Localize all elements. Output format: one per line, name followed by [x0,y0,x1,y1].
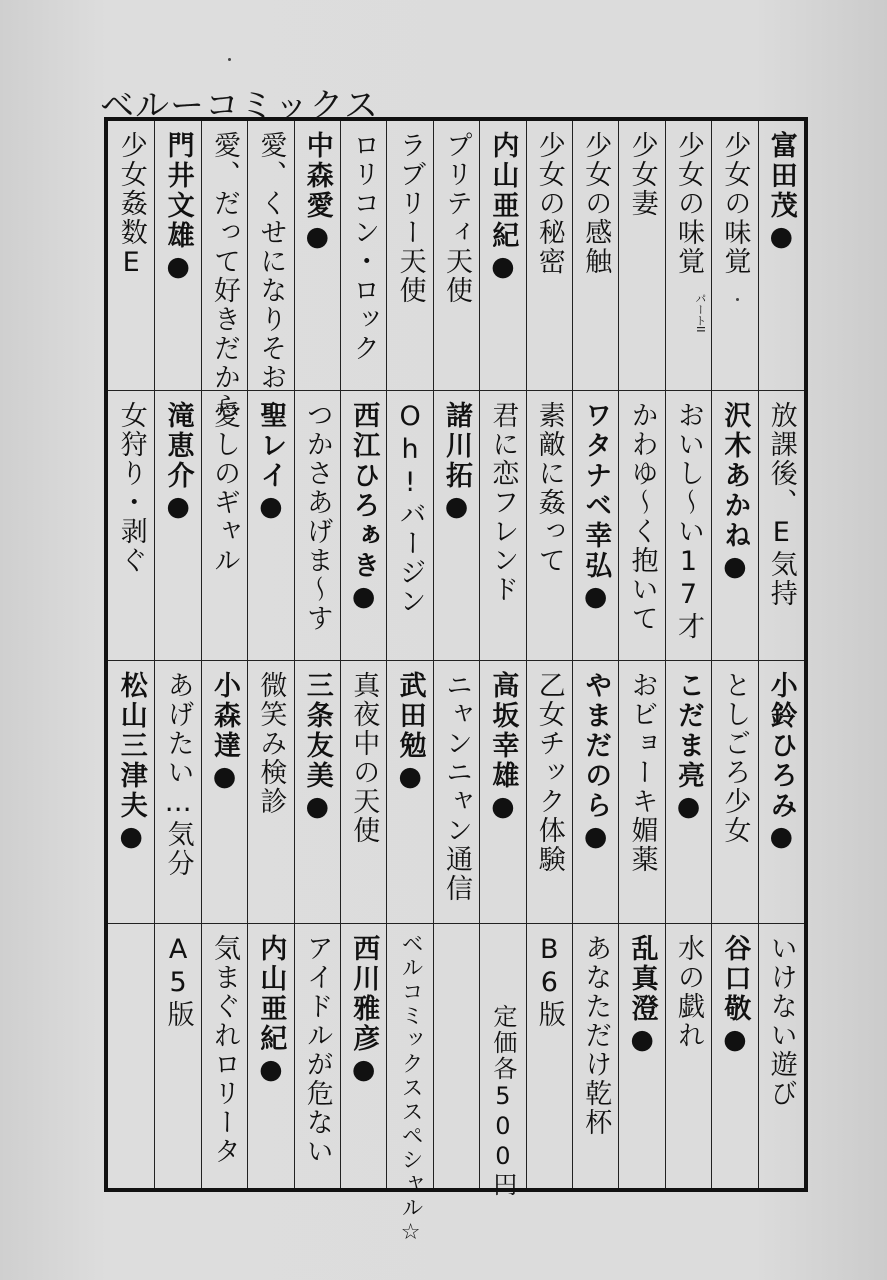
author-name: ●やまだのら [580,671,612,855]
table-cell [758,924,804,1188]
table-cell [154,924,200,1188]
title-entry: 放課後、E気持 [765,401,797,608]
table-cell [526,661,572,924]
author-name: ●内山亜紀 [487,131,519,285]
table-cell [758,661,804,924]
title-entry: プリティ天使 [441,131,472,305]
table-cell [108,121,154,391]
title-entry: あなただけ乾杯 [580,934,612,1137]
author-name: ●武田勉 [394,671,426,795]
table-cell [665,661,711,924]
table-cell [294,661,340,924]
table-cell [247,924,293,1188]
table-cell [711,121,757,391]
table-cell [247,661,293,924]
title-entry: A5版 [162,934,194,1029]
table-cell [665,924,711,1188]
table-cell [758,391,804,661]
title-entry: 定価各500円 [488,1004,517,1198]
table-cell [201,391,247,661]
author-name: ●西川雅彦 [348,934,380,1088]
table-cell [154,121,200,391]
table-cell [526,391,572,661]
title-entry: 気まぐれロリータ [209,934,240,1166]
title-entry: ロリコン・ロック [348,131,380,363]
table-cell [572,924,618,1188]
table-cell [433,661,479,924]
paper-speck [228,58,231,61]
table-cell [340,924,386,1188]
table-cell [665,391,711,661]
author-name: ●内山亜紀 [255,934,287,1088]
title-entry: つかさあげま〜す [301,401,333,633]
author-name: ●沢木あかね [719,401,751,585]
title-entry: おいし〜い17才 [673,401,704,641]
table-cell [340,391,386,661]
title-entry: いけない遊び [765,934,797,1108]
table-cell [386,121,432,391]
table-cell [479,924,525,1198]
table-cell [572,661,618,924]
table-cell [526,924,572,1188]
title-entry: 素敵に姦って [533,401,565,575]
table-cell [386,661,432,924]
table-cell [618,121,664,391]
table-cell [154,391,200,661]
title-entry: Oh!バージン [394,401,426,616]
title-entry: 微笑み検診 [255,671,287,816]
table-cell [433,391,479,661]
title-entry: 真夜中の天使 [348,671,380,845]
table-cell [479,121,525,391]
title-entry: B6版 [533,934,565,1029]
table-cell [294,391,340,661]
title-entry: ラブリー天使 [394,131,426,305]
title-entry: ニャンニャン通信 [441,671,472,903]
paper-speck [736,298,739,301]
title-entry: アイドルが危ない [301,934,333,1166]
table-cell [479,661,525,924]
table-cell [108,924,154,1188]
table-cell [294,121,340,391]
table-cell [247,121,293,391]
author-name: ●三条友美 [301,671,333,825]
title-entry: おビョーキ媚薬 [626,671,658,874]
author-name: ●富田茂 [765,131,797,255]
table-cell [433,121,479,391]
table-cell [711,661,757,924]
table-cell [618,924,664,1188]
author-name: ●ワタナベ幸弘 [580,401,612,615]
table-cell [340,661,386,924]
table-cell [665,121,711,391]
title-entry: 少女の感触 [580,131,612,276]
title-entry: 愛、だって好きだから [209,131,240,421]
author-name: ●小森達 [209,671,240,795]
table-cell [201,924,247,1188]
table-cell [711,924,757,1188]
author-name: ●中森愛 [301,131,333,255]
table-cell [433,924,479,1188]
table-cell [108,391,154,661]
table-cell [154,661,200,924]
catalog-table [104,117,808,1247]
table-cell [386,391,432,661]
table-cell [386,924,432,1247]
table-cell [618,661,664,924]
table-cell [711,391,757,661]
author-name: ●諸川拓 [441,401,472,525]
title-entry: 愛、くせになりそお [255,131,287,392]
table-cell [294,924,340,1188]
author-name: ●滝恵介 [162,401,194,525]
table-cell [479,391,525,661]
title-entry: 君に恋フレンド [487,401,519,604]
title-entry: 乙女チック体験 [533,671,565,874]
table-cell [201,661,247,924]
author-name: ●西江ひろぁき [348,401,380,615]
title-entry: 女狩り・剥ぐ [115,401,147,575]
author-name: ●門井文雄 [162,131,194,285]
table-cell [526,121,572,391]
title-entry: 少女の味覚 [719,131,751,276]
table-cell [247,391,293,661]
title-entry: 少女の味覚 [673,131,704,276]
part-note: パートII [693,293,707,333]
title-entry: 少女妻 [626,131,658,218]
author-name: ●高坂幸雄 [487,671,519,825]
table-cell [572,121,618,391]
title-entry: あげたい…気分 [162,671,194,878]
table-cell [758,121,804,391]
series-title: ベルーコミックス [100,86,379,126]
author-name: ●谷口敬 [719,934,751,1058]
author-name: ●聖レイ [255,401,287,525]
author-name: ●こだま亮 [673,671,704,825]
title-entry: ☆ベルコミックススペシャル [398,932,424,1247]
title-entry: としごろ少女 [719,671,751,845]
table-cell [108,661,154,924]
author-name: ●松山三津夫 [115,671,147,855]
title-entry: かわゆ〜く抱いて [626,401,658,633]
author-name: ●小鈴ひろみ [765,671,797,855]
title-entry: 少女の秘密 [533,131,565,276]
table-cell [340,121,386,391]
table-cell [201,121,247,421]
title-entry: 水の戯れ [673,934,704,1050]
table-cell [618,391,664,661]
author-name: ●乱真澄 [626,934,658,1058]
table-cell [572,391,618,661]
title-entry: 少女姦数E [115,131,147,280]
title-entry: 愛しのギャル [209,401,240,575]
